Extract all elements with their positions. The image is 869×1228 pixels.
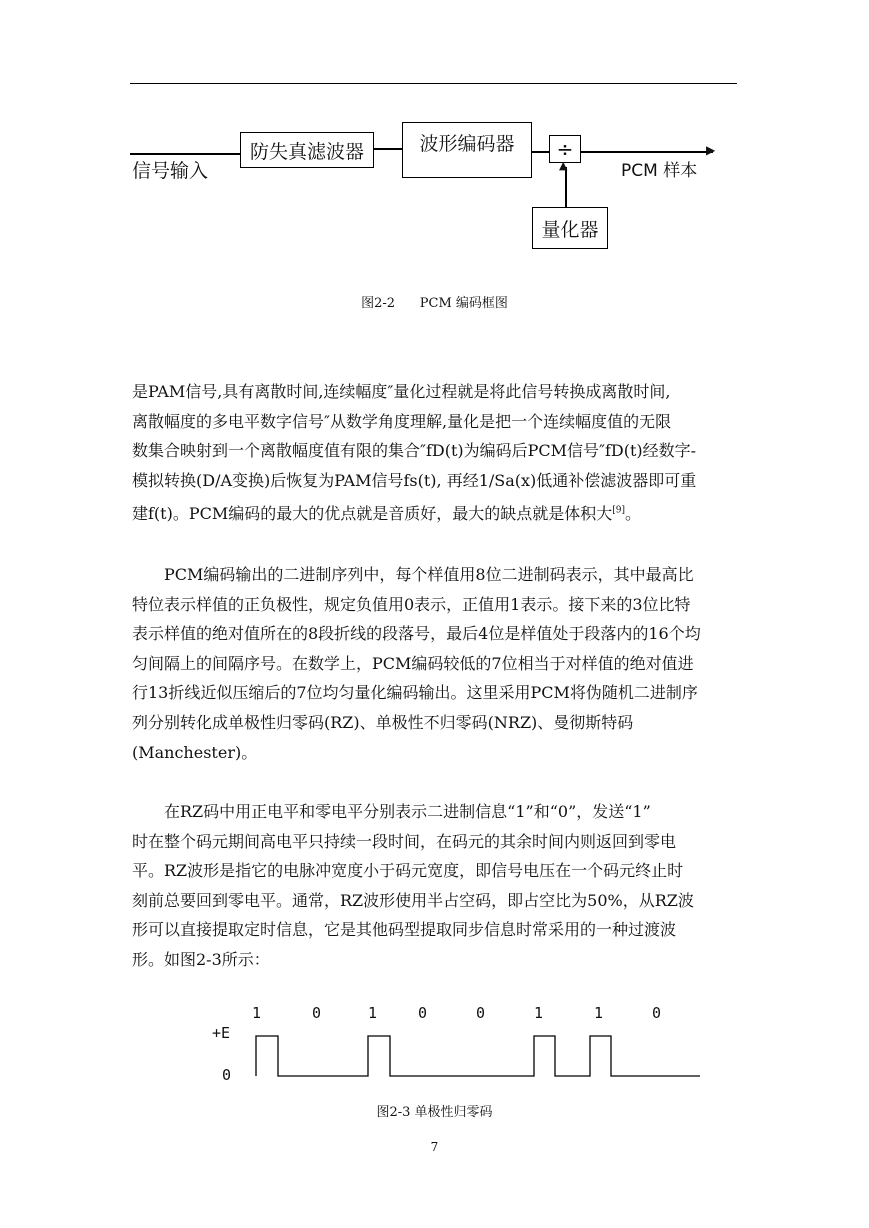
paragraph-pcm-output [132, 560, 738, 767]
page-number: 7 [430, 1140, 439, 1154]
output-arrow-line [581, 151, 713, 153]
quantizer-arrowhead-icon: ▲ [559, 159, 568, 172]
bit-label: 0 [418, 1004, 428, 1022]
level-high-label: +E [212, 1024, 231, 1042]
citation-ref: [9] [612, 506, 625, 517]
bit-label: 0 [476, 1004, 486, 1022]
divider-block: ÷ [549, 135, 581, 163]
rz-waveform-figure [208, 1002, 708, 1090]
bit-label: 1 [252, 1004, 262, 1022]
text-line: 在RZ码中用正电平和零电平分别表示二进制信息“1”和“0”，发送“1” [164, 802, 651, 821]
encoder-to-divider-line [532, 151, 549, 153]
quantizer-to-divider-line [565, 167, 567, 207]
text-line: (Manchester)。 [132, 742, 258, 762]
bit-label: 0 [312, 1004, 322, 1022]
text-line: 形。如图2-3所示： [132, 949, 270, 969]
waveform-encoder-block: 波形编码器 [402, 122, 532, 178]
output-label: PCM 样本 [621, 161, 698, 181]
filter-to-encoder-line [374, 148, 402, 150]
text-line [132, 499, 738, 529]
output-arrowhead-icon: ▶ [706, 143, 716, 157]
quantizer-block: 量化器 [532, 207, 608, 249]
text-line: 数集合映射到一个离散幅度值有限的集合″fD(t)为编码后PCM信号″fD(t)经数字- [132, 441, 697, 461]
bit-label: 1 [594, 1004, 604, 1022]
text-line: 平。RZ波形是指它的电脉冲宽度小于码元宽度，即信号电压在一个码元终止时 [132, 861, 684, 881]
text-line-body: 建f(t)。PCM编码的最大的优点就是音质好，最大的缺点就是体积大 [132, 504, 613, 524]
caption-number: 图2-3 [376, 1105, 411, 1120]
text-line: 离散幅度的多电平数字信号″从数学角度理解,量化是把一个连续幅度值的无限 [132, 411, 672, 431]
text-line: 特位表示样值的正负极性，规定负值用0表示，正值用1表示。接下来的3位比特 [132, 594, 691, 614]
text-line: 形可以直接提取定时信息，它是其他码型提取同步信息时常采用的一种过渡波 [132, 920, 677, 940]
text-line: 是PAM信号,具有离散时间,连续幅度″量化过程就是将此信号转换成离散时间, [132, 382, 671, 401]
bit-label: 1 [534, 1004, 544, 1022]
anti-aliasing-filter-block: 防失真滤波器 [240, 132, 374, 168]
text-line: 时在整个码元期间高电平只持续一段时间，在码元的其余时间内则返回到零电 [132, 831, 677, 851]
rz-waveform-trace [208, 1002, 708, 1090]
text-line: 表示样值的绝对值所在的8段折线的段落号，最后4位是样值处于段落内的16个均 [132, 624, 701, 644]
caption-text: PCM 编码框图 [419, 296, 508, 311]
caption-text: 单极性归零码 [414, 1105, 493, 1120]
caption-number: 图2-2 [361, 296, 395, 311]
input-arrow-line [130, 153, 242, 155]
text-line: PCM编码输出的二进制序列中，每个样值用8位二进制码表示，其中最高比 [164, 565, 694, 584]
bit-label: 1 [368, 1004, 378, 1022]
paragraph-quantization [132, 377, 738, 529]
text-line-end: 。 [624, 504, 641, 524]
text-line: 模拟转换(D/A变换)后恢复为PAM信号fs(t), 再经1/Sa(x)低通补偿滤波器即可重 [132, 470, 697, 490]
text-line: 行13折线近似压缩后的7位均匀量化编码输出。这里采用PCM将伪随机二进制序 [132, 683, 698, 703]
figure-2-2-caption [0, 292, 869, 311]
level-zero-label: 0 [222, 1066, 232, 1084]
header-rule [130, 83, 737, 84]
input-label: 信号输入 [132, 160, 209, 182]
text-line: 刻前总要回到零电平。通常，RZ波形使用半占空码，即占空比为50%，从RZ波 [132, 890, 694, 910]
figure-2-3-caption [0, 1101, 869, 1120]
text-line: 匀间隔上的间隔序号。在数学上，PCM编码较低的7位相当于对样值的绝对值进 [132, 653, 694, 673]
text-line: 列分别转化成单极性归零码(RZ)、单极性不归零码(NRZ)、曼彻斯特码 [132, 712, 634, 732]
pcm-block-diagram [128, 118, 728, 268]
paragraph-rz-code [132, 797, 738, 975]
bit-label: 0 [652, 1004, 662, 1022]
